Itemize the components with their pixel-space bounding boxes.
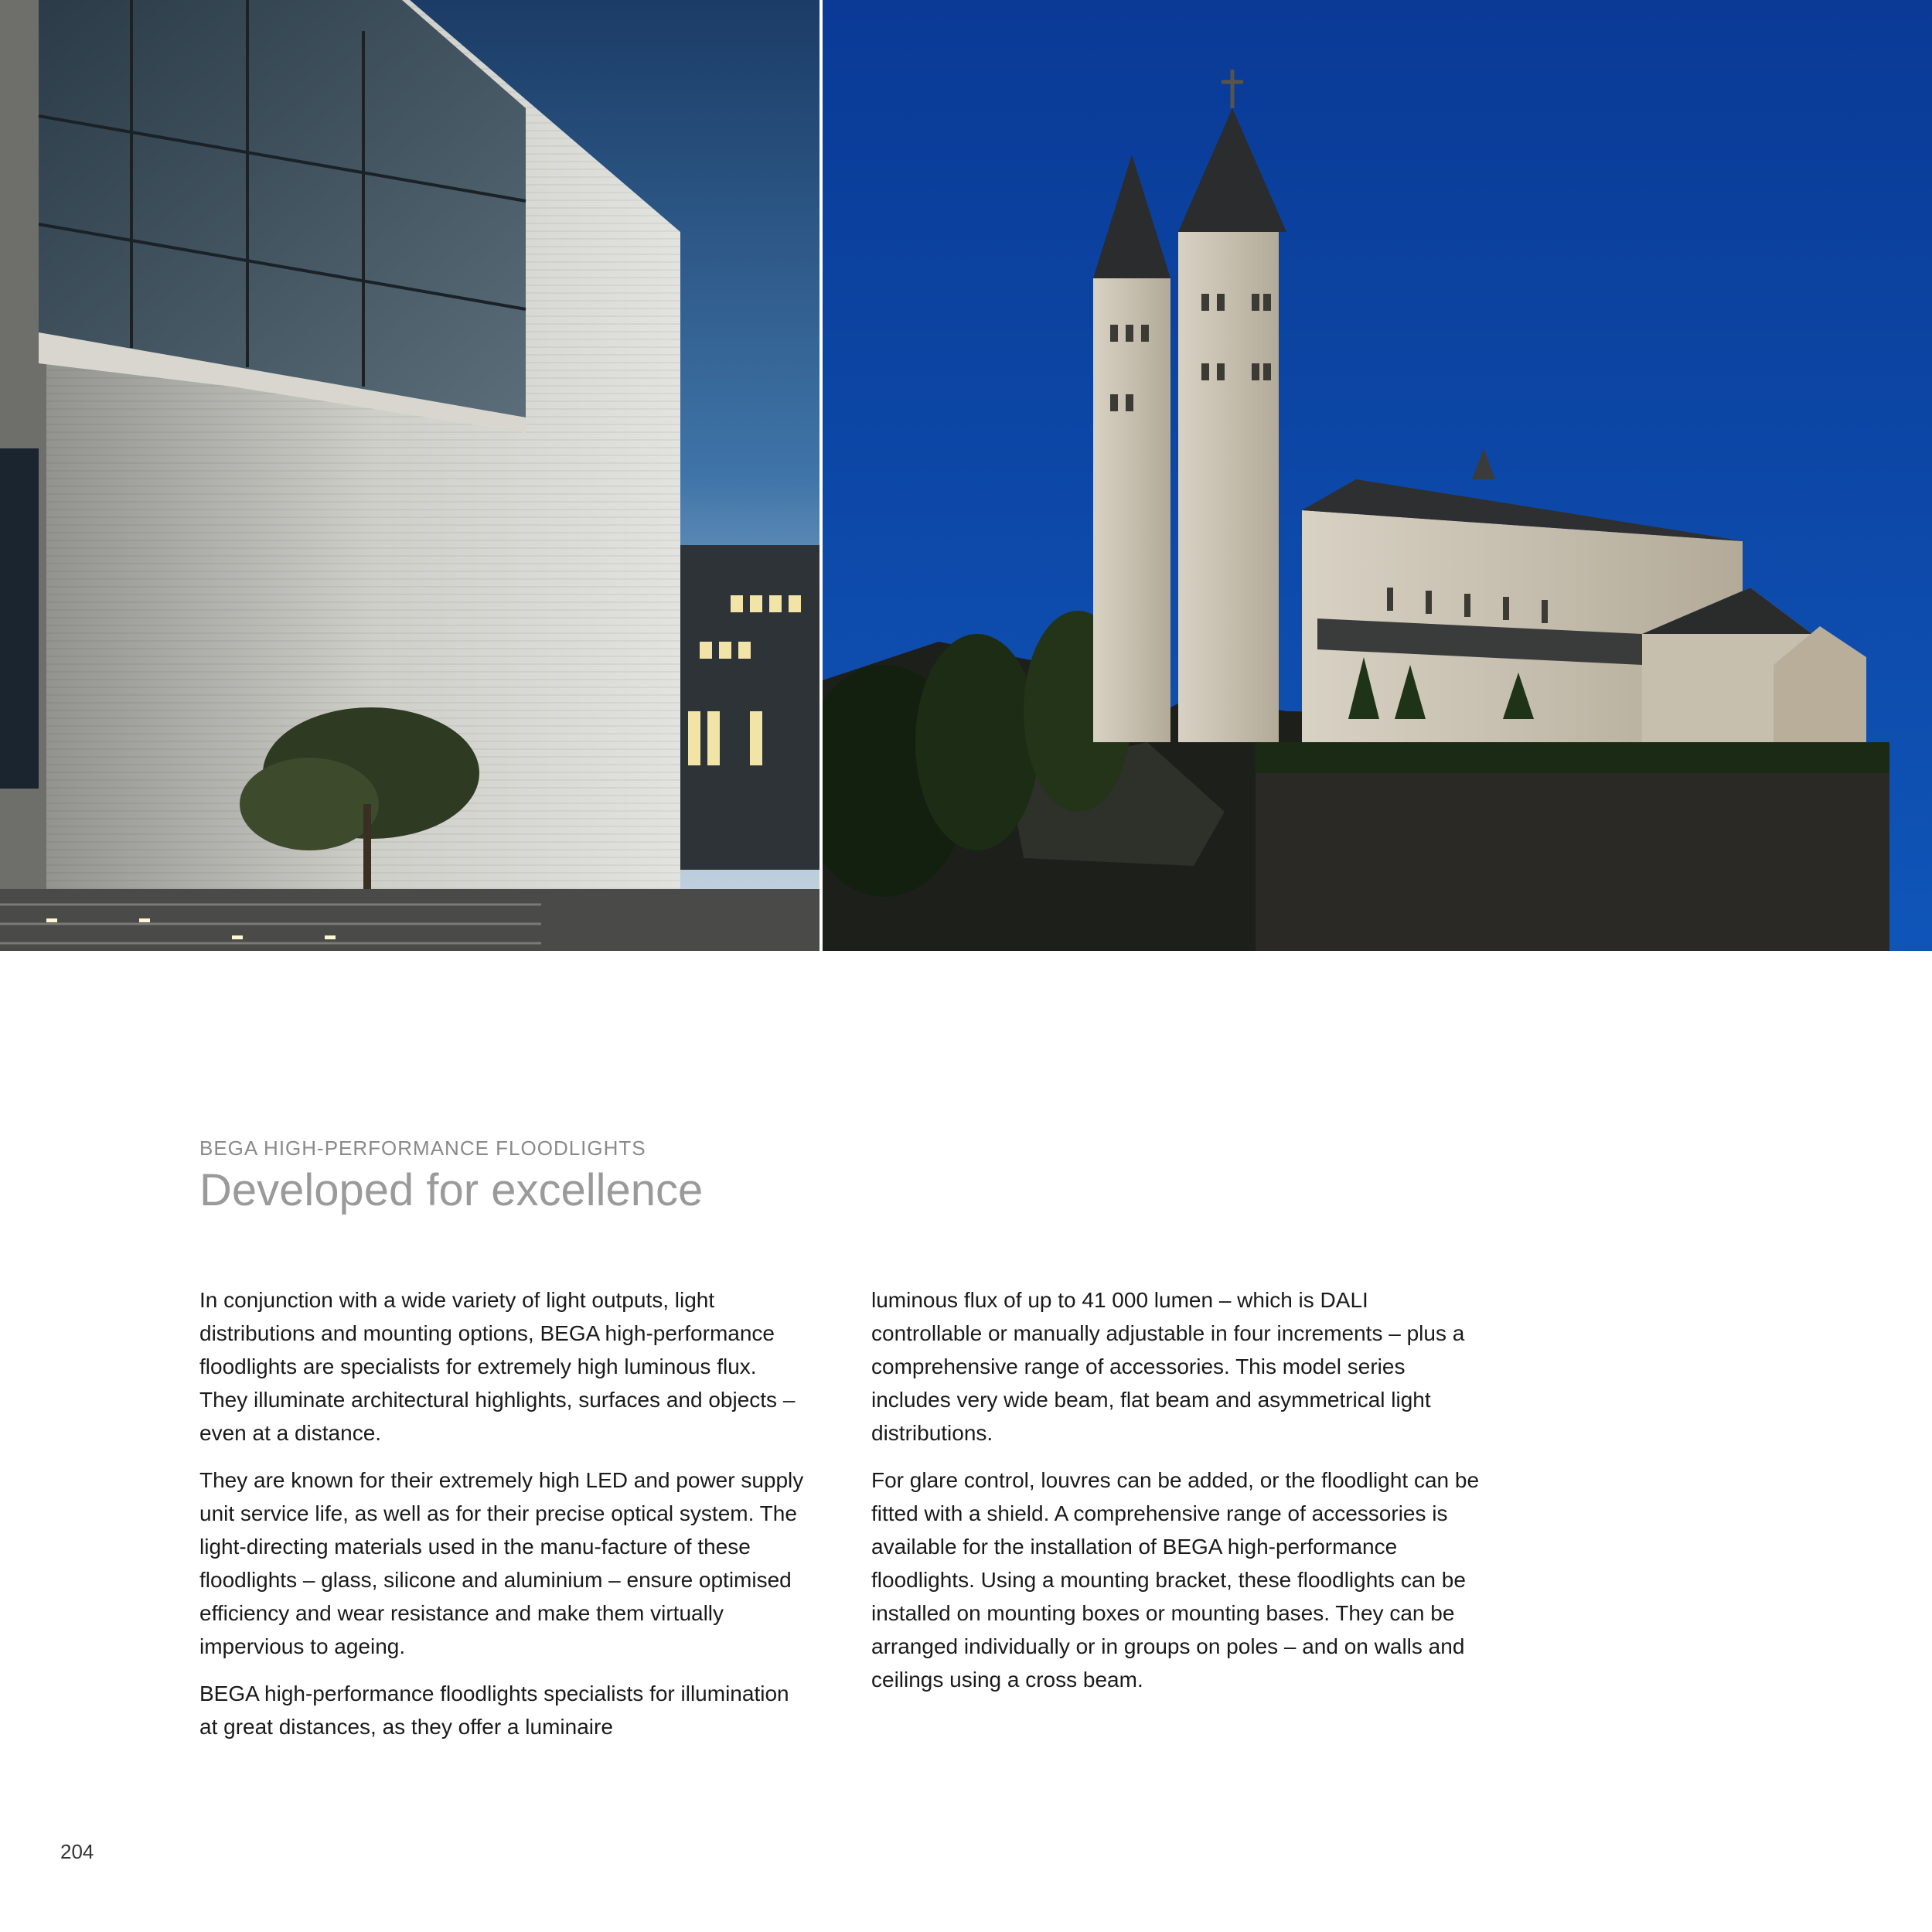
paragraph: For glare control, louvres can be added, or the floodlight can be fitted with a shield. A comprehensive range of accessories is available for the installation of BEGA high-performance floodlights. Using a mounting bracket, these floodlights can be installed on mounting boxes or mounting bases. They can be arranged individually or in groups on poles – and on walls and ceilings using a cross beam. xyxy=(871,1468,1480,1692)
page-title: Developed for excellence xyxy=(199,1165,704,1215)
church-photo-icon xyxy=(823,0,1932,951)
paragraph: In conjunction with a wide variety of light outputs, light distributions and mounting options, BEGA high-performance floodlights are specialists for extremely high luminous flux. They illuminate architectural highlights, surfaces and objects – even at a distance. xyxy=(199,1288,796,1445)
paragraph: luminous flux of up to 41 000 lumen – which is DALI controllable or manually adjustable in four increments – plus a comprehensive range of accessories. This model series includes very wide beam, flat beam and asymmetrical light distributions. xyxy=(871,1288,1465,1445)
text-column-left xyxy=(199,1283,810,1757)
paragraph: BEGA high-performance floodlights specialists for illumination at great distances, as they offer a luminaire xyxy=(199,1682,789,1739)
section-eyebrow: BEGA HIGH-PERFORMANCE FLOODLIGHTS xyxy=(199,1136,646,1160)
building-photo xyxy=(0,0,819,951)
text-column-right xyxy=(871,1283,1482,1710)
paragraph: They are known for their extremely high LED and power supply unit service life, as well as for their precise optical system. The light-directing materials used in the manu-facture of these floodlights – glass, silicone and aluminium – ensure optimised efficiency and wear resistance and make them virtually impervious to ageing. xyxy=(199,1468,804,1658)
page-number: 204 xyxy=(60,1840,94,1863)
building-photo-icon xyxy=(0,0,819,951)
church-photo xyxy=(823,0,1932,951)
